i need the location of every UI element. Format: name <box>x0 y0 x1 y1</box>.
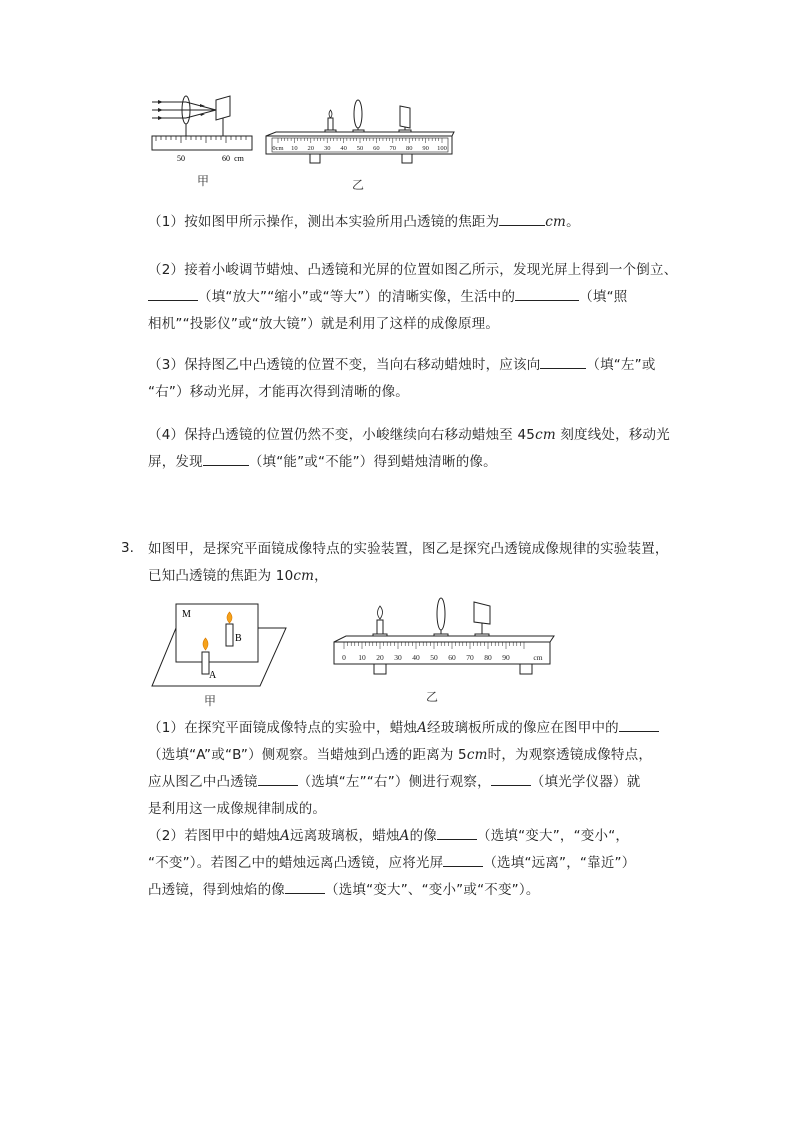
q2-part4-line2b: （填“能”或“不能”）得到蜡烛清晰的像。 <box>248 454 497 470</box>
q3-yi-ruler-label: 0 <box>342 653 346 662</box>
q3-intro-unit: cm <box>293 568 315 584</box>
q3-part2-line2b: （选填“远离”，“靠近”） <box>483 855 636 871</box>
q3-yi-ruler-label: 50 <box>430 653 438 662</box>
q2-part1-text: （1）按如图甲所示操作，测出本实验所用凸透镜的焦距为 <box>148 214 500 230</box>
q3-part1-var-a: A <box>417 720 428 736</box>
yi-ruler-label: 40 <box>340 145 347 152</box>
q2-part2 <box>148 257 708 338</box>
yi-ruler-label: 0cm <box>272 145 284 152</box>
q2-part1 <box>148 209 708 236</box>
q3-part2-line2a: “不变”）。若图乙中的蜡烛远离凸透镜，应将光屏 <box>148 855 444 871</box>
q2-part3-blank[interactable] <box>540 354 586 369</box>
q2-part2-line2b: （填“照 <box>579 289 628 305</box>
figure-jia-caption: 甲 <box>197 174 210 188</box>
q3-yi-ruler-label: 20 <box>376 653 384 662</box>
q3-number: 3. <box>121 540 134 556</box>
q3-part2 <box>148 823 708 904</box>
q3-part1-line2 <box>148 742 708 769</box>
q3-part2-line1b: 远离玻璃板，蜡烛 <box>290 828 400 844</box>
figure-jia-focal-length <box>148 92 258 167</box>
q3-part1-blank1[interactable] <box>619 717 659 732</box>
q2-part4-line2 <box>148 449 708 476</box>
q3-part1-line2b: 时，为观察透镜成像特点， <box>487 747 653 763</box>
q3-part2-blank1[interactable] <box>437 825 477 840</box>
q2-part4-line1a: （4）保持凸透镜的位置仍然不变，小峻继续向右移动蜡烛至 45 <box>148 427 536 443</box>
q2-part2-blank1[interactable] <box>148 286 198 301</box>
q3-yi-ruler-label: 60 <box>448 653 456 662</box>
q3-part2-line1 <box>148 823 708 850</box>
yi-ruler-label: 60 <box>373 145 380 152</box>
q3-part2-var-a2: A <box>399 828 410 844</box>
yi-ruler-label: 90 <box>422 145 429 152</box>
q3-yi-ruler-unit: cm <box>533 653 543 662</box>
q2-part3-line1 <box>148 352 708 379</box>
figure-yi-caption: 乙 <box>352 178 365 192</box>
q3-part1-line3 <box>148 769 708 796</box>
q2-part3-line1a: （3）保持图乙中凸透镜的位置不变，当向右移动蜡烛时，应该向 <box>148 357 541 373</box>
q3-part1-blank2[interactable] <box>258 771 298 786</box>
q3-part2-line1c: 的像 <box>409 828 438 844</box>
yi-ruler-label: 20 <box>307 145 315 152</box>
q3-part2-blank3[interactable] <box>285 879 325 894</box>
q3-part1-line1b: 经玻璃板所成的像应在图甲中的 <box>427 720 619 736</box>
q2-part4-line1b: 刻度线处，移动光 <box>555 427 670 443</box>
q3-part2-line3a: 凸透镜，得到烛焰的像 <box>148 882 285 898</box>
yi-ruler-label: 10 <box>291 145 298 152</box>
q3-part2-blank2[interactable] <box>443 852 483 867</box>
q2-part2-line2a: （填“放大”“缩小”或“等大”）的清晰实像，生活中的 <box>198 289 516 305</box>
q2-part4-line1 <box>148 422 708 449</box>
q3-part2-line2 <box>148 850 708 877</box>
q2-part4-unit: cm <box>535 427 556 443</box>
q2-part1-end: 。 <box>566 214 580 230</box>
q3-part1-line3a: 应从图乙中凸透镜 <box>148 774 258 790</box>
figure-q3-yi-optical-bench <box>330 596 556 686</box>
q3-yi-ruler-label: 70 <box>466 653 474 662</box>
q3-part1-line3b: （选填“左”“右”）侧进行观察， <box>297 774 491 790</box>
q3-part2-line3 <box>148 877 708 904</box>
q3-jia-label-a: A <box>209 670 217 681</box>
q3-yi-ruler-label: 90 <box>502 653 510 662</box>
q3-part2-line1d: （选填“变大”，“变小“， <box>477 828 630 844</box>
q2-part4-line2a: 屏，发现 <box>148 454 203 470</box>
yi-ruler-label: 100 <box>437 145 447 152</box>
q3-intro-line1: 如图甲，是探究平面镜成像特点的实验装置，图乙是探究凸透镜成像规律的实验装置， <box>148 541 669 557</box>
q2-part3 <box>148 352 708 406</box>
q2-part3-line2: “右”）移动光屏，才能再次得到清晰的像。 <box>148 384 409 400</box>
jia-ruler-label-60: 60 <box>222 154 230 163</box>
q3-yi-ruler-label: 40 <box>412 653 420 662</box>
q2-part2-blank2[interactable] <box>515 286 579 301</box>
q2-part2-line3: 相机”“投影仪”或“放大镜”）就是利用了这样的成像原理。 <box>148 316 500 332</box>
q2-part1-unit: cm <box>545 214 567 230</box>
q3-intro-line2a: 已知凸透镜的焦距为 10 <box>148 568 294 584</box>
q3-part1-line3c: （填光学仪器）就 <box>530 774 641 790</box>
q3-intro-line2 <box>148 563 708 590</box>
q2-part3-line1b: （填“左”或 <box>586 357 656 373</box>
jia-ruler-label-50: 50 <box>177 154 185 163</box>
q2-part2-line2 <box>148 284 708 311</box>
q3-part1 <box>148 715 708 823</box>
q3-part2-var-a1: A <box>280 828 291 844</box>
q3-part1-line4: 是利用这一成像规律制成的。 <box>148 801 327 817</box>
q3-intro <box>148 536 708 590</box>
q3-part2-line1a: （2）若图甲中的蜡烛 <box>148 828 281 844</box>
q2-part2-line1: （2）接着小峻调节蜡烛、凸透镜和光屏的位置如图乙所示，发现光屏上得到一个倒立、 <box>148 262 678 278</box>
yi-ruler-label: 50 <box>356 145 364 152</box>
q3-yi-ruler-label: 80 <box>484 653 492 662</box>
q2-part4 <box>148 422 708 476</box>
q2-part4-blank[interactable] <box>203 451 249 466</box>
q3-yi-ruler-label: 30 <box>394 653 402 662</box>
q3-jia-label-b: B <box>235 633 242 644</box>
q2-part1-blank[interactable] <box>499 211 545 226</box>
q3-intro-line2b: ， <box>314 568 328 584</box>
q3-jia-label-m: M <box>182 609 191 620</box>
yi-ruler-label: 30 <box>323 145 331 152</box>
q3-yi-ruler-label: 10 <box>358 653 366 662</box>
jia-ruler-label-cm: cm <box>234 154 244 163</box>
figure-q3-jia-plane-mirror <box>148 600 290 690</box>
q3-part2-line3b: （选填“变大”、“变小”或“不变”）。 <box>325 882 540 898</box>
yi-ruler-label: 70 <box>389 145 397 152</box>
figure-yi-optical-bench <box>262 98 456 174</box>
q3-part1-blank3[interactable] <box>491 771 531 786</box>
q3-part1-line1 <box>148 715 708 742</box>
q3-yi-caption: 乙 <box>426 690 439 704</box>
q3-part1-line2a: （选填“A”或“B”）侧观察。当蜡烛到凸透的距离为 5 <box>148 747 467 763</box>
q3-part1-line1a: （1）在探究平面镜成像特点的实验中，蜡烛 <box>148 720 418 736</box>
q3-part1-unit: cm <box>466 747 488 763</box>
yi-ruler-label: 80 <box>405 145 413 152</box>
q3-jia-caption: 甲 <box>204 694 217 708</box>
